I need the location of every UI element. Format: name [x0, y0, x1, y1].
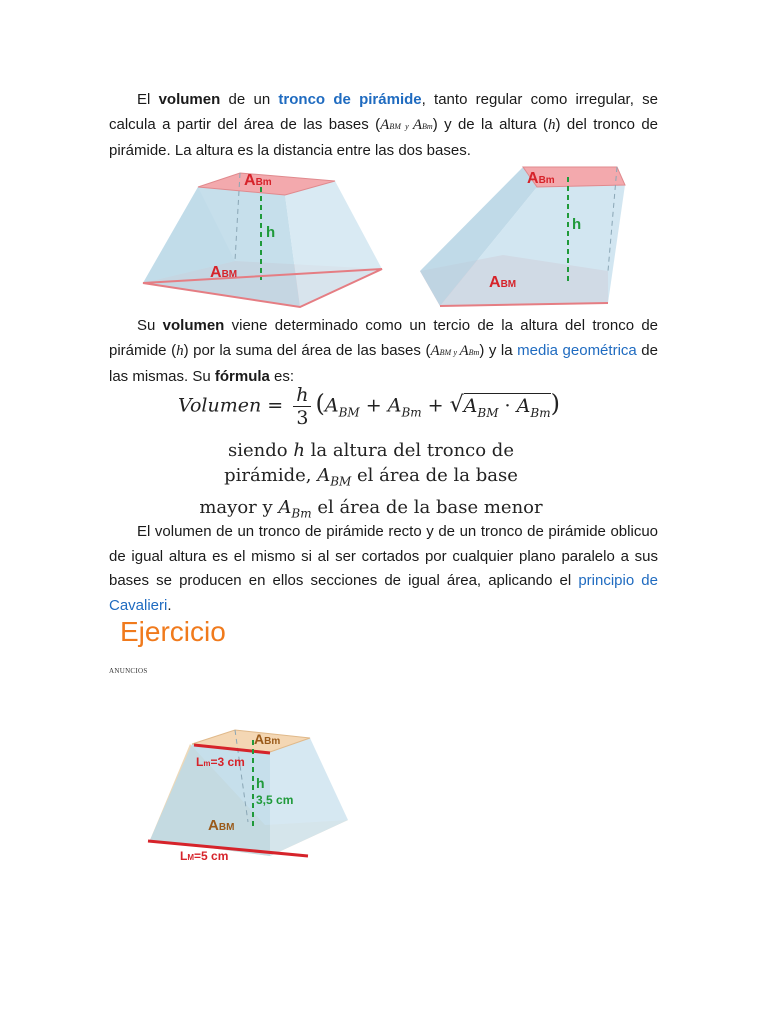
right-frustum-figure	[140, 165, 385, 310]
link-tronco-de-piramide[interactable]: tronco de pirámide	[278, 91, 422, 108]
fig1-height-label: h	[266, 224, 276, 241]
fig3-large-side-label: LM=5 cm	[180, 849, 229, 863]
link-principio-de-cavalieri[interactable]: principio de Cavalieri	[109, 572, 658, 614]
fig3-top-label: ABm	[254, 731, 281, 747]
oblique-frustum-figure	[415, 163, 630, 311]
bold-volumen: volumen	[158, 91, 221, 108]
fig1-bottom-label: ABM	[210, 264, 238, 281]
fig3-bottom-label: ABM	[208, 817, 235, 834]
fig3-small-side-label: Lm=3 cm	[196, 755, 245, 769]
volume-paragraph: Su volumen viene determinado como un tercio de la altura del tronco de pirámide (h) por la suma del área de las bases (ABM y ABm) y la media geométrica de las mismas. Su fórmula es:	[109, 317, 659, 385]
volume-formula: Volumen = $\frac{h}{3}$ $(A_{BM} + A_{Bm} + √A_{BM} \cdot A_{Bm})$	[178, 384, 560, 429]
cavalieri-paragraph: El volumen de un tronco de pirámide recto y de un tronco de pirámide oblicuo de igual altura es el mismo si al ser cortados por cualquier plano paralelo a sus bases se producen en ellos secciones de igual área, aplicando el principio de Cavalieri.	[109, 523, 658, 614]
fig2-top-label: ABm	[527, 170, 555, 187]
formula-explanation: siendo h la altura del tronco de pirámide, $A_{BM}$ el área de la base mayor y $A_{Bm}$ el área de la base menor	[199, 440, 543, 521]
intro-paragraph: El volumen de un tronco de pirámide, tanto regular como irregular, se calcula a partir del área de las bases (ABM y ABm) y de la altura (h) del tronco de pirámide. La altura es la distancia entre las dos bases.	[109, 91, 659, 159]
sqrt-symbol: √	[449, 392, 464, 418]
fig2-height-label: h	[572, 216, 582, 233]
exercise-frustum-figure	[140, 722, 390, 867]
link-media-geometrica[interactable]: media geométrica	[517, 341, 637, 359]
fig3-height-value: 3,5 cm	[256, 793, 294, 807]
ejercicio-heading: Ejercicio	[120, 616, 226, 647]
ads-label: ANUNCIOS	[109, 667, 148, 675]
fraction-h-over-3: $\frac{h}{3}$	[293, 384, 311, 429]
fig3-height-label: h	[256, 775, 265, 791]
fig1-top-label: ABm	[244, 172, 272, 189]
fig2-bottom-label: ABM	[489, 274, 517, 291]
